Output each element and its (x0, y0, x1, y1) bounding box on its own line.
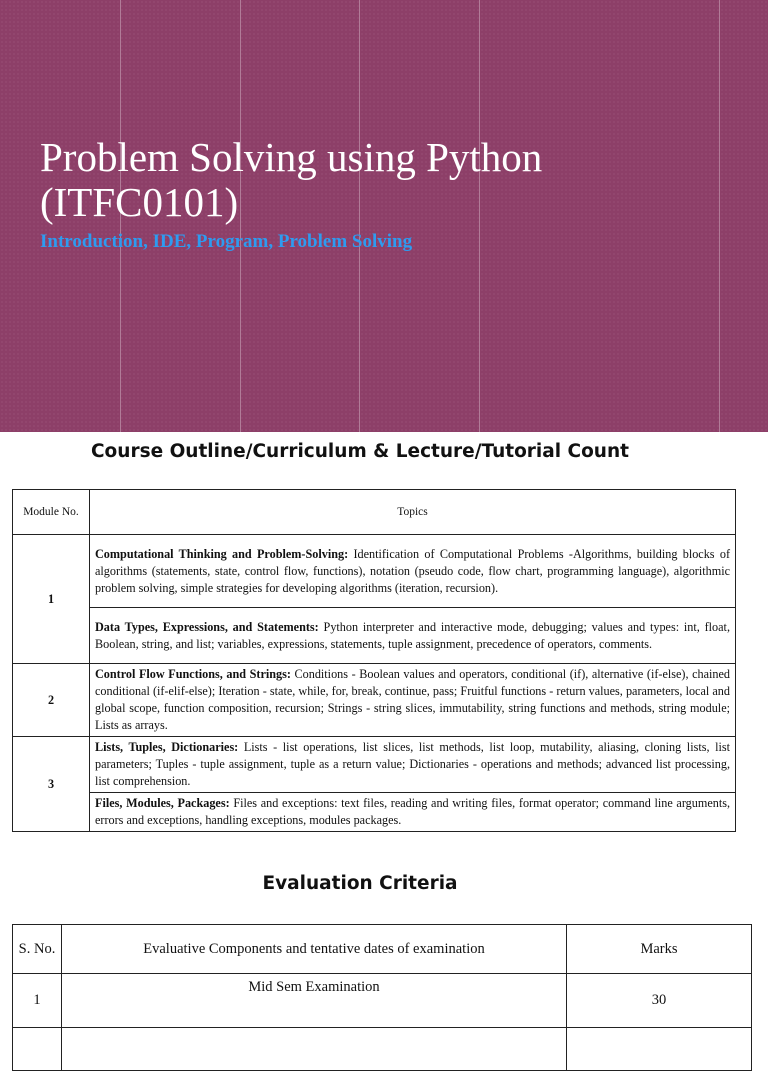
module-number: 2 (13, 664, 90, 737)
table-row (13, 535, 736, 608)
topic-text: Lists - list operations, list slices, list methods, list loop, mutability, aliasing, cloning lists, list parameters; Tuples - tuple assignment, tuple as a return value; Dictionaries - operations and methods; advanced list processing, list comprehension. (95, 740, 730, 788)
table-row (13, 608, 736, 664)
evaluation-component: Mid Sem Examination (62, 974, 567, 1028)
evaluation-header-row (13, 925, 752, 974)
topic-title: Control Flow Functions, and Strings: (95, 667, 291, 681)
topic-cell (90, 793, 736, 832)
table-row (13, 793, 736, 832)
topic-text: Conditions - Boolean values and operators, conditional (if), alternative (if-else), chained conditional (if-elif-else); Iteration - state, while, for, break, continue, pass; Fruitful functions - return values, parameters, local and global scope, function composition, recursion; Strings - string slices, immutability, string functions and methods, string module; Lists as arrays. (95, 667, 730, 732)
empty-cell (13, 1028, 62, 1071)
topic-title: Files, Modules, Packages: (95, 796, 230, 810)
topic-title: Data Types, Expressions, and Statements: (95, 619, 319, 634)
presentation-subtitle: Introduction, IDE, Program, Problem Solving (40, 231, 413, 252)
topic-cell (90, 737, 736, 793)
marks-column-header: Marks (567, 925, 752, 974)
topic-title: Lists, Tuples, Dictionaries: (95, 740, 239, 754)
title-line-1: Problem Solving using Python (40, 134, 543, 180)
module-number: 1 (13, 535, 90, 664)
topic-text: Files and exceptions: text files, reading and writing files, format operator; command line arguments, errors and exceptions, handling exceptions, modules packages. (95, 796, 731, 827)
presentation-title (40, 135, 740, 225)
table-row (13, 737, 736, 793)
topic-title: Computational Thinking and Problem-Solving: (95, 546, 349, 561)
serial-number-column-header: S. No. (13, 925, 62, 974)
topic-cell (90, 608, 736, 664)
topics-column-header: Topics (90, 490, 736, 535)
outline-header-row (13, 490, 736, 535)
empty-cell (567, 1028, 752, 1071)
topic-text: Python interpreter and interactive mode, debugging; values and types: int, float, Boolean, string, and list; variables, expressions, statements, tuple assignment, precedence of operators, comments. (95, 619, 730, 651)
topic-cell (90, 664, 736, 737)
table-row (13, 1028, 752, 1071)
topic-text: Identification of Computational Problems -Algorithms, building blocks of algorithms (statements, state, control flow, functions), notation (pseudo code, flow chart, programming language), algorithmic problem solving, simple strategies for developing algorithms (iteration, recursion). (95, 546, 730, 595)
module-number: 3 (13, 737, 90, 832)
table-row (13, 974, 752, 1028)
title-banner (0, 0, 768, 432)
evaluation-criteria-heading: Evaluation Criteria (262, 873, 458, 894)
serial-number: 1 (13, 974, 62, 1028)
topic-cell (90, 535, 736, 608)
marks-value: 30 (567, 974, 752, 1028)
table-row (13, 664, 736, 737)
course-outline-heading: Course Outline/Curriculum & Lecture/Tutorial Count (90, 441, 629, 462)
title-line-2: (ITFC0101) (40, 179, 239, 225)
module-column-header: Module No. (13, 490, 90, 535)
evaluation-criteria-table (12, 924, 752, 1071)
course-outline-table (12, 489, 736, 832)
components-column-header: Evaluative Components and tentative dates of examination (62, 925, 567, 974)
empty-cell (62, 1028, 567, 1071)
